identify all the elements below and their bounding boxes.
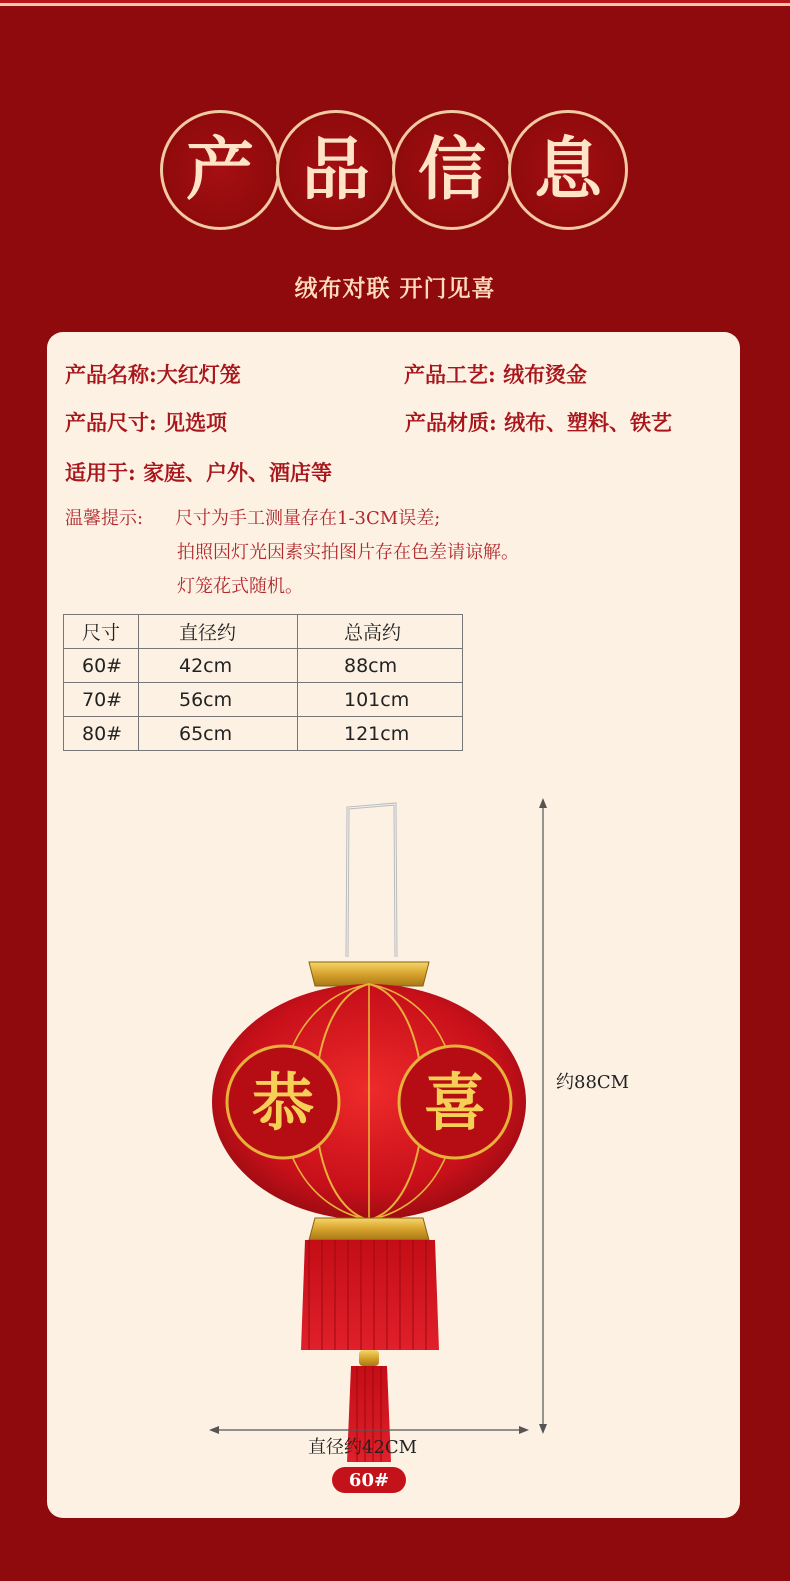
diameter-label: 直径约42CM [308,1437,418,1458]
table-header: 总高约 [298,615,463,649]
lantern-char-right: 喜 [423,1066,487,1139]
lantern-illustration [47,772,740,1472]
tips-label: 温馨提示: [65,508,144,529]
table-cell: 70# [64,683,139,717]
table-header-row [64,615,463,649]
tips-line-1: 尺寸为手工测量存在1-3CM误差; [175,508,441,529]
product-size: 产品尺寸: 见选项 [65,410,228,435]
lantern-bottom-cap [309,1218,429,1240]
tips-line-2: 拍照因灯光因素实拍图片存在色差请谅解。 [177,542,519,563]
table-cell: 42cm [139,649,298,683]
table-header: 尺寸 [64,615,139,649]
title-char-3: 信 [392,110,512,230]
product-material: 产品材质: 绒布、塑料、铁艺 [405,410,673,435]
table-cell: 88cm [298,649,463,683]
height-label: 约88CM [556,1072,630,1093]
title-char-2: 品 [276,110,396,230]
product-usage: 适用于: 家庭、户外、酒店等 [65,460,333,485]
table-header: 直径约 [139,615,298,649]
tips-line-3: 灯笼花式随机。 [177,576,303,597]
product-name: 产品名称:大红灯笼 [65,362,241,387]
product-info-card [47,332,740,1518]
size-table [63,614,463,751]
table-row [64,649,463,683]
size-badge: 60# [332,1467,406,1493]
lantern-char-left: 恭 [251,1066,315,1139]
title-char-1: 产 [160,110,280,230]
table-row [64,717,463,751]
title-char-4: 息 [508,110,628,230]
product-craft: 产品工艺: 绒布烫金 [404,362,588,387]
top-decorative-line [0,0,790,9]
subtitle: 绒布对联 开门见喜 [294,275,496,302]
table-cell: 65cm [139,717,298,751]
table-cell: 60# [64,649,139,683]
lantern-tassel [301,1240,439,1462]
table-row [64,683,463,717]
table-cell: 121cm [298,717,463,751]
lantern-top-cap [309,962,429,986]
table-cell: 101cm [298,683,463,717]
height-dimension-line [539,798,547,1434]
hanger-wire [347,804,396,957]
page-title [160,110,630,240]
table-cell: 80# [64,717,139,751]
table-cell: 56cm [139,683,298,717]
